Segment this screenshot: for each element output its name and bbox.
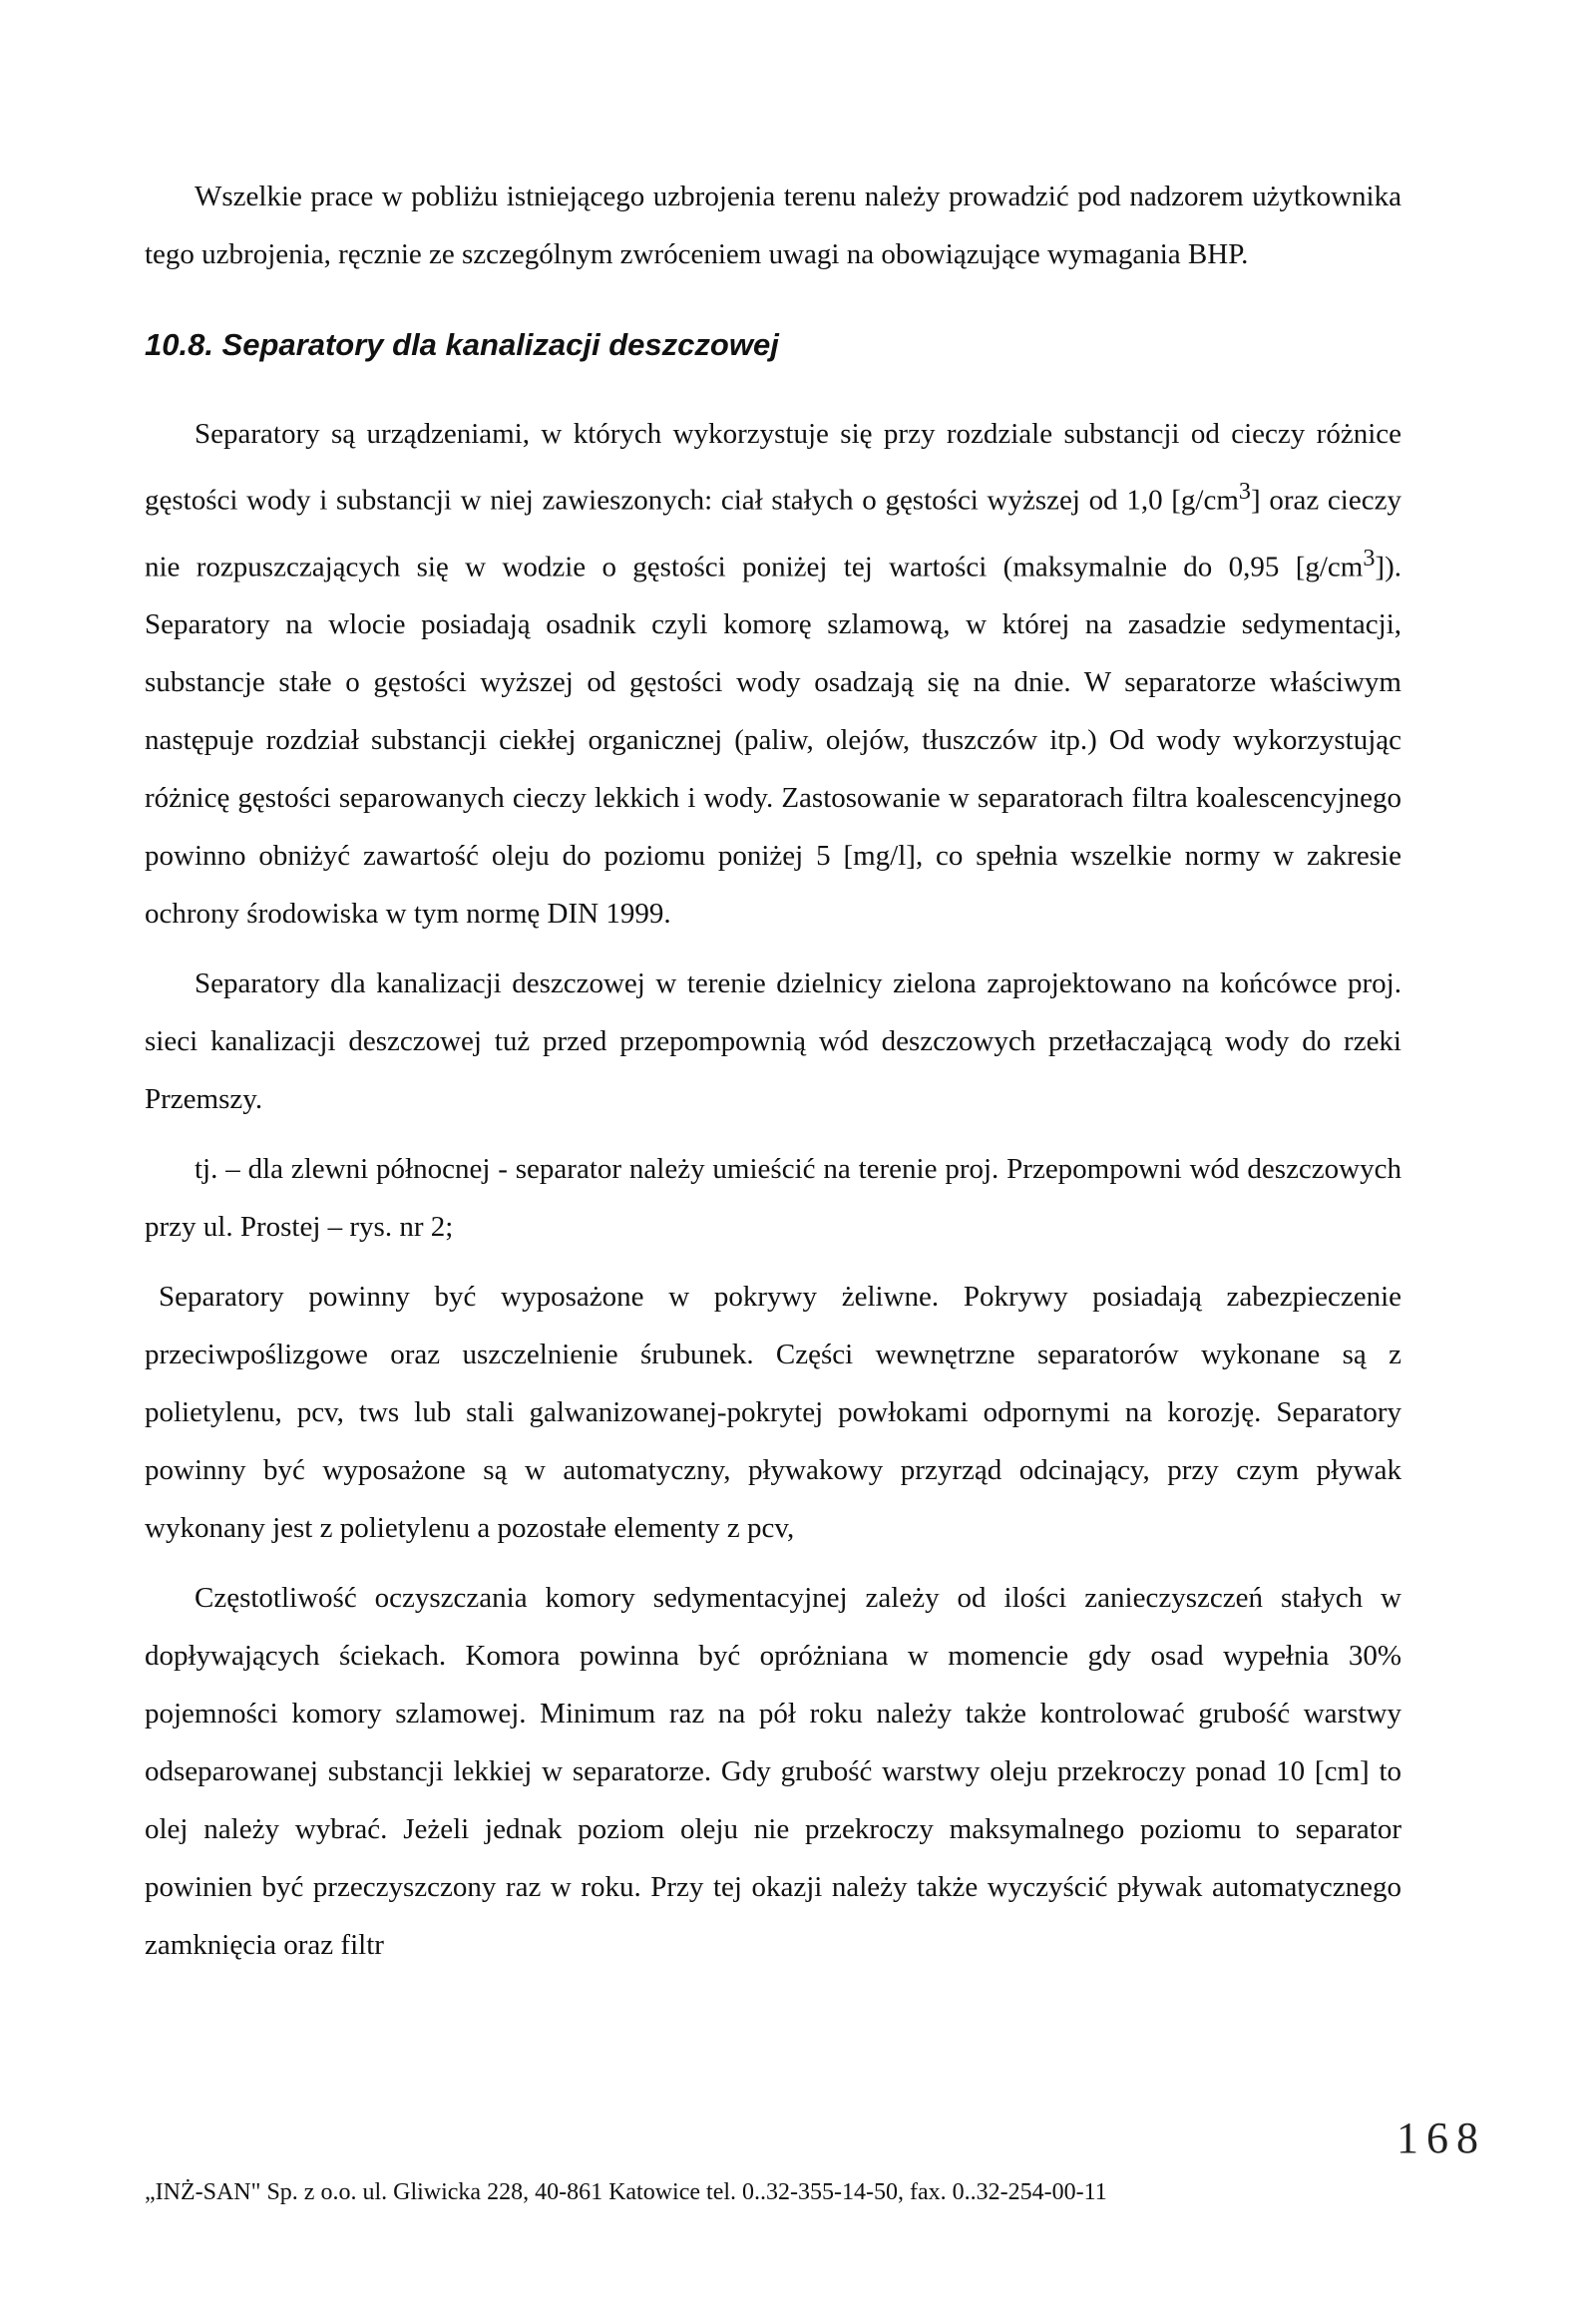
equipment-paragraph: Separatory powinny być wyposażone w pokrywy żeliwne. Pokrywy posiadają zabezpieczenie przeciwpoślizgowe oraz uszczelnienie śrubunek. Części wewnętrzne separatorów wykonane są z polietylenu, pcv, tws lub stali galwanizowanej-pokrytej powłokami odpornymi na korozję. Separatory powinny być wyposażone są w automatyczny, pływakowy przyrząd odcinający, przy czym pływak wykonany jest z polietylenu a pozostałe elementy z pcv, [145,1281,1401,1545]
intro-paragraph: Wszelkie prace w pobliżu istniejącego uzbrojenia terenu należy prowadzić pod nadzorem użytkownika tego uzbrojenia, ręcznie ze szczególnym zwróceniem uwagi na obowiązujące wymagania BHP. [145,181,1401,270]
document-body [145,168,1401,1974]
maintenance-paragraph: Częstotliwość oczyszczania komory sedymentacyjnej zależy od ilości zanieczyszczeń stałych w dopływających ściekach. Komora powinna być opróżniana w momencie gdy osad wypełnia 30% pojemności komory szlamowej. Minimum raz na pół roku należy także kontrolować grubość warstwy odseparowanej substancji lekkiej w separatorze. Gdy grubość warstwy oleju przekroczy ponad 10 [cm] to olej należy wybrać. Jeżeli jednak poziom oleju nie przekroczy maksymalnego poziomu to separator powinien być przeczyszczony raz w roku. Przy tej okazji należy także wyczyścić pływak automatycznego zamknięcia oraz filtr [145,1582,1401,1962]
catchment-paragraph: tj. – dla zlewni północnej - separator należy umieścić na terenie proj. Przepompowni wód deszczowych przy ul. Prostej – rys. nr 2; [145,1153,1401,1244]
paragraph-text: ] oraz cieczy nie rozpuszczających się w wodzie o gęstości poniżej tej wartości (maksymalnie do 0,95 [g/cm [145,484,1401,583]
section-heading: 10.8. Separatory dla kanalizacji deszczowej [145,327,779,362]
paragraph-text: ]). Separatory na wlocie posiadają osadnik czyli komorę szlamową, w której na zasadzie sedymentacji, substancje stałe o gęstości wyższej od gęstości wody osadzają się na dnie. W separatorze właściwym następuje rozdział substancji ciekłej organicznej (paliw, olejów, tłuszczów itp.) Od wody wykorzystując różnicę gęstości separowanych cieczy lekkich i wody. Zastosowanie w separatorach filtra koalescencyjnego powinno obniżyć zawartość oleju do poziomu poniżej 5 [mg/l], co spełnia wszelkie normy w zakresie ochrony środowiska w tym normę DIN 1999. [145,551,1401,931]
location-paragraph: Separatory dla kanalizacji deszczowej w terenie dzielnicy zielona zaprojektowano na końcówce proj. sieci kanalizacji deszczowej tuż przed przepompownią wód deszczowych przetłaczającą wody do rzeki Przemszy. [145,967,1401,1116]
paragraph-text: Separatory są urządzeniami, w których wykorzystuje się przy rozdziale substancji od cieczy różnice gęstości wody i substancji w niej zawieszonych: ciał stałych o gęstości wyższej od 1,0 [g/cm [145,418,1401,517]
superscript: 3 [1238,478,1251,505]
separator-description-paragraph [145,405,1401,943]
superscript: 3 [1363,544,1376,572]
page-number: 168 [1396,2114,1486,2162]
company-footer: „INŻ-SAN" Sp. z o.o. ul. Gliwicka 228, 40-861 Katowice tel. 0..32-355-14-50, fax. 0..32-254-00-11 [145,2179,1107,2205]
